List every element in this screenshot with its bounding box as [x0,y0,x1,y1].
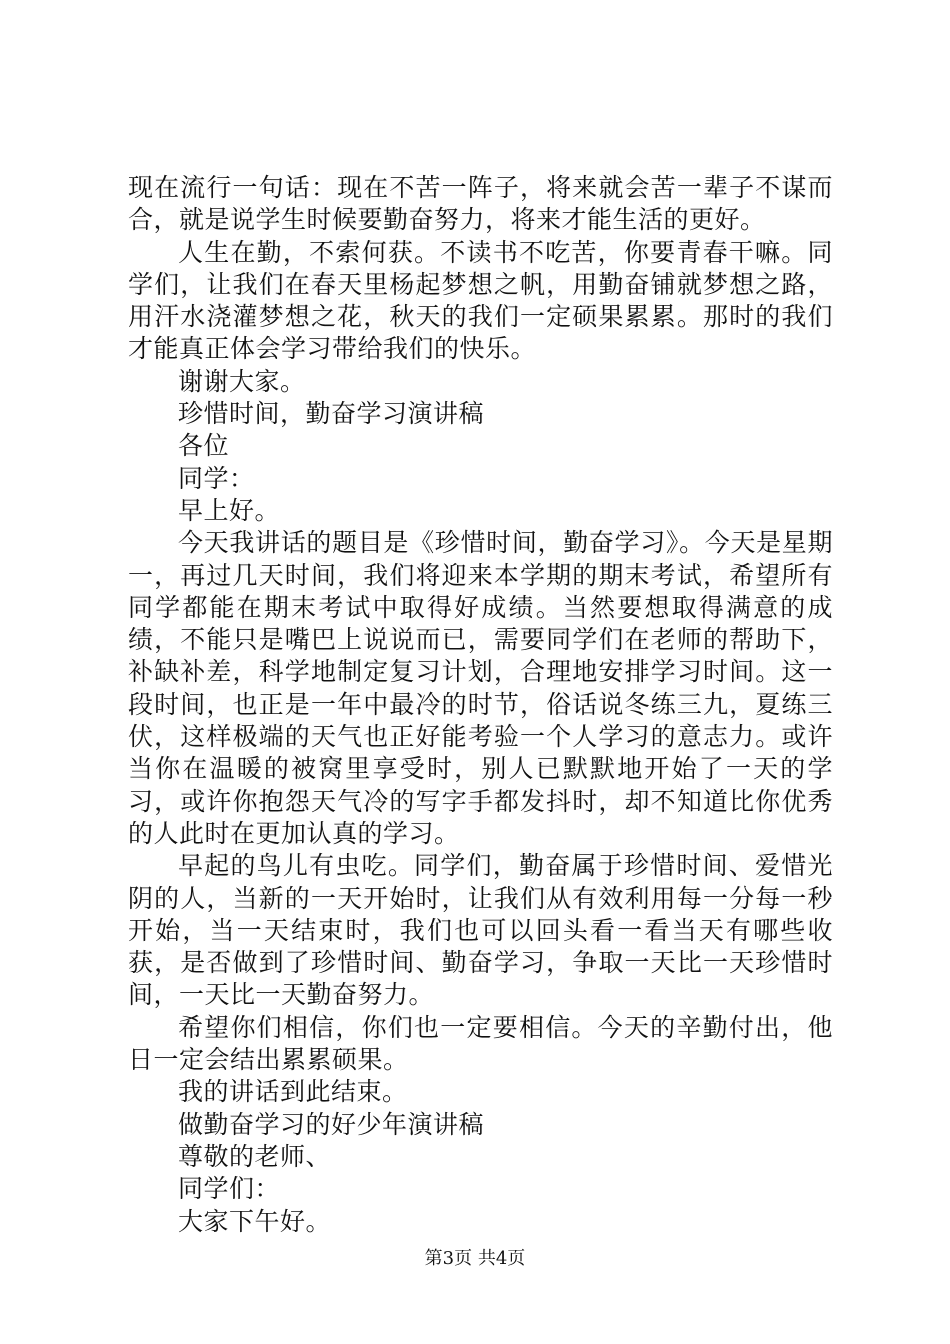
paragraph: 我的讲话到此结束。 [178,1077,408,1107]
salutation: 同学： [178,463,255,493]
paragraph: 早起的鸟儿有虫吃。同学们，勤奋属于珍惜时间、爱惜光阴的人，当新的一天开始时，让我们从有效利用每一分每一秒开始，当一天结束时，我们也可以回头看一看当天有哪些收获，是否做到了珍惜时间、勤奋学习，争取一天比一天珍惜时间，一天比一天勤奋努力。 [128,851,833,1010]
paragraph: 人生在勤，不索何获。不读书不吃苦，你要青春干嘛。同学们，让我们在春天里杨起梦想之帆，用勤奋铺就梦想之路，用汗水浇灌梦想之花，秋天的我们一定硕果累累。那时的我们才能真正体会学习带给我们的快乐。 [128,237,833,364]
paragraph: 希望你们相信，你们也一定要相信。今天的辛勤付出，他日一定会结出累累硕果。 [128,1012,833,1075]
paragraph: 谢谢大家。 [178,366,306,396]
salutation: 尊敬的老师、 [178,1141,332,1171]
paragraph: 今天我讲话的题目是《珍惜时间，勤奋学习》。今天是星期一，再过几天时间，我们将迎来本学期的期末考试，希望所有同学都能在期末考试中取得好成绩。当然要想取得满意的成绩，不能只是嘴巴上说说而已，需要同学们在老师的帮助下，补缺补差，科学地制定复习计划，合理地安排学习时间。这一段时间，也正是一年中最冷的时节，俗话说冬练三九，夏练三伏，这样极端的天气也正好能考验一个人学习的意志力。或许当你在温暖的被窝里享受时，别人已默默地开始了一天的学习，或许你抱怨天气冷的写字手都发抖时，却不知道比你优秀的人此时在更加认真的学习。 [128,528,833,848]
greeting: 大家下午好。 [178,1206,332,1236]
paragraph: 现在流行一句话：现在不苦一阵子，将来就会苦一辈子不谋而合，就是说学生时候要勤奋努力，将来才能生活的更好。 [128,173,833,235]
document-body [128,172,833,1238]
section-title: 珍惜时间，勤奋学习演讲稿 [178,399,485,429]
section-title: 做勤奋学习的好少年演讲稿 [178,1109,485,1139]
greeting: 早上好。 [178,495,281,525]
salutation: 同学们： [178,1174,281,1204]
salutation: 各位 [178,431,230,461]
page-number-footer: 第3页 共4页 [424,1248,526,1269]
